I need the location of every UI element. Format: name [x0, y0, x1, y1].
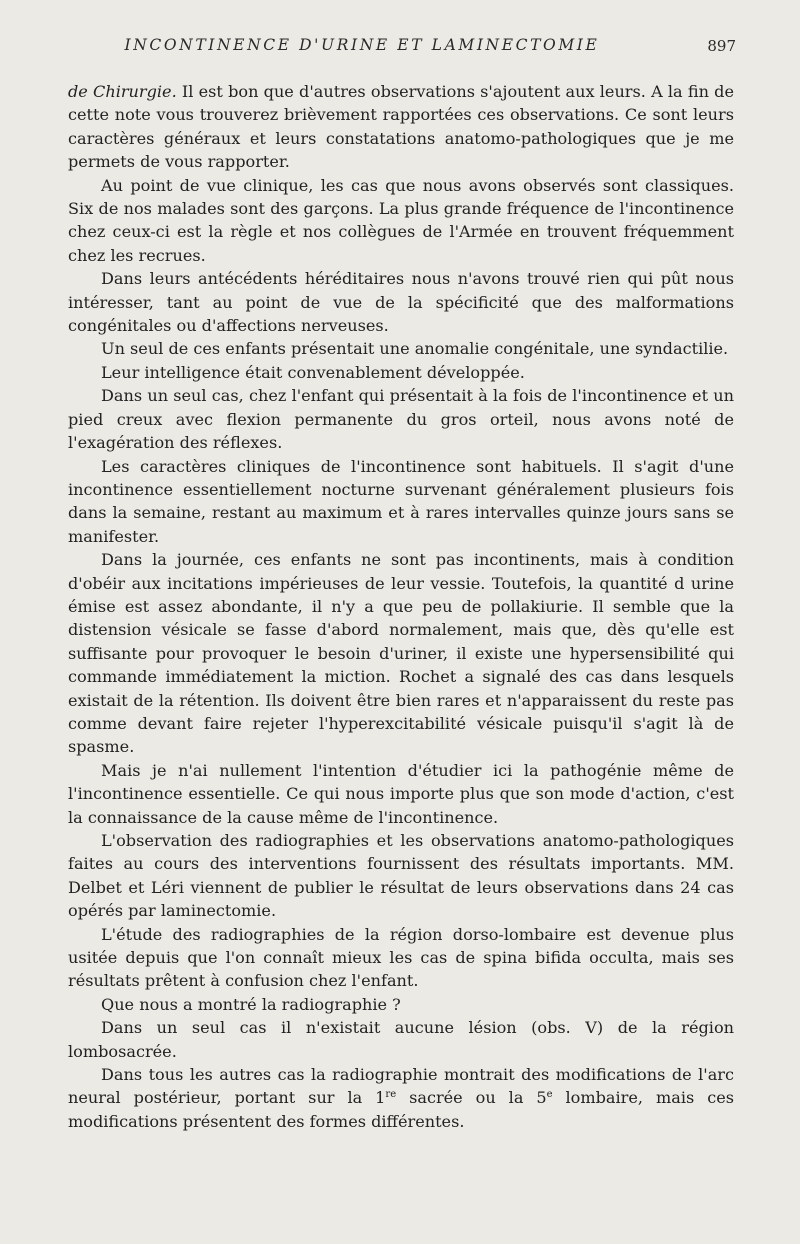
- running-header: [68, 36, 736, 60]
- paragraph: L'observation des radiographies et les observations anatomo-pathologiques faites au cours des interventions fournissent des résultats importants. MM. Delbet et Léri viennent de publier le résultat de leurs observations dans 24 cas opérés par laminectomie.: [68, 831, 734, 921]
- paragraph: L'étude des radiographies de la région dorso-lombaire est devenue plus usitée depuis que l'on connaît mieux les cas de spina bifida occulta, mais ses résultats prêtent à confusion chez l'enfant.: [68, 924, 734, 991]
- body-text: [68, 80, 734, 1133]
- paragraph: Dans un seul cas, chez l'enfant qui présentait à la fois de l'incontinence et un pied creux avec flexion permanente du gros orteil, nous avons noté de l'exagération des réflexes.: [68, 386, 734, 453]
- paragraph: [68, 80, 734, 174]
- paragraph: Leur intelligence était convenablement développée.: [101, 362, 525, 382]
- paragraph-text: Il est bon que d'autres observations s'ajoutent aux leurs. A la fin de cette note vous trouverez brièvement rapportées ces observations. Ce sont leurs caractères généraux et leurs constatations anatomo-pathologiques que je me permets de vous rapporter.: [68, 82, 734, 172]
- paragraph-text: lombaire, mais ces modifications présentent des formes différentes.: [68, 1088, 734, 1131]
- paragraph: Dans un seul cas il n'existait aucune lésion (obs. V) de la région lombosacrée.: [68, 1018, 734, 1061]
- paragraph: Dans la journée, ces enfants ne sont pas incontinents, mais à condition d'obéir aux incitations impérieuses de leur vessie. Toutefois, la quantité d urine émise est assez abondante, il n'y a que peu de pollakiurie. Il semble que la distension vésicale se fasse d'abord normalement, mais que, dès qu'elle est suffisante pour provoquer le besoin d'uriner, il existe une hypersensibilité qui commande immédiatement la miction. Rochet a signalé des cas dans lesquels existait de la rétention. Ils doivent être bien rares et n'apparaissent du reste pas comme devant faire rejeter l'hyperexcitabilité vésicale puisqu'il s'agit là de spasme.: [68, 550, 734, 757]
- paragraph: [68, 1063, 734, 1133]
- paragraph: Au point de vue clinique, les cas que nous avons observés sont classiques. Six de nos malades sont des garçons. La plus grande fréquence de l'incontinence chez ceux-ci est la règle et nos collègues de l'Armée en trouvent fréquemment chez les recrues.: [68, 175, 734, 265]
- paragraph: Les caractères cliniques de l'incontinence sont habituels. Il s'agit d'une incontinence essentiellement nocturne survenant généralement plusieurs fois dans la semaine, restant au maximum et à rares intervalles quinze jours sans se manifester.: [68, 456, 734, 546]
- superscript: e: [546, 1089, 553, 1101]
- paragraph: Un seul de ces enfants présentait une anomalie congénitale, une syndactilie.: [101, 339, 729, 359]
- page-number: 897: [707, 37, 736, 55]
- running-title: INCONTINENCE D'URINE ET LAMINECTOMIE: [124, 36, 600, 54]
- paragraph-text: sacrée ou la 5: [396, 1088, 547, 1108]
- paragraph: Dans leurs antécédents héréditaires nous n'avons trouvé rien qui pût nous intéresser, tant au point de vue de la spécificité que des malformations congénitales ou d'affections nerveuses.: [68, 269, 734, 336]
- superscript: re: [385, 1089, 397, 1101]
- paragraph: Que nous a montré la radiographie ?: [101, 994, 401, 1014]
- paragraph-text: Dans tous les autres cas la radiographie montrait des modifications de l'arc neural postérieur, portant sur la 1: [68, 1065, 734, 1108]
- journal-name: de Chirurgie.: [68, 82, 177, 101]
- paragraph: Mais je n'ai nullement l'intention d'étudier ici la pathogénie même de l'incontinence essentielle. Ce qui nous importe plus que son mode d'action, c'est la connaissance de la cause même de l'incontinence.: [68, 760, 734, 827]
